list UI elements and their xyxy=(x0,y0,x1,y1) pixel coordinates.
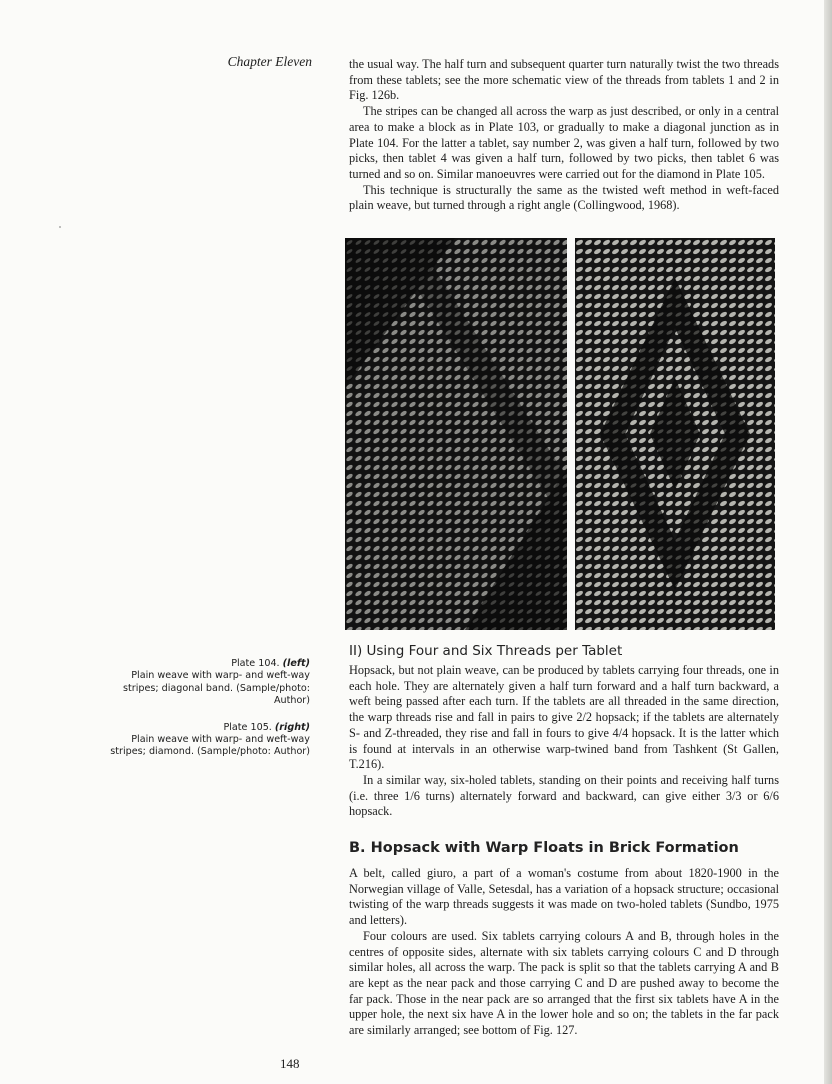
paragraph: Four colours are used. Six tablets carrying colours A and B, through holes in the centres of opposite sides, alternate with six tablets carrying colours C and D through similar holes, all across the warp. The pack is split so that the tablets carrying A and B are kept as the near pack and those carrying C and D are pushed away to become the far pack. Those in the near pack are so arranged that the first six tablets have A in the upper hole, the next six have A in the lower hole and so on; the tablets in the far pack are similarly arranged; see bottom of Fig. 127. xyxy=(349,928,779,1038)
paragraph: In a similar way, six-holed tablets, standing on their points and receiving half turns (i.e. three 1/6 turns) alternately forward and backward, can give either 3/3 or 6/6 hopsack. xyxy=(349,772,779,819)
paragraph: The stripes can be changed all across the warp as just described, or only in a central area to make a block as in Plate 103, or gradually to make a diagonal junction as in Plate 104. For the latter a tablet, say number 2, was given a half turn, followed by two picks, then tablet 4 was given a half turn, followed by two picks, then tablet 6 was turned and so on. Similar manoeuvres were carried out for the diamond in Plate 105. xyxy=(349,104,779,181)
running-head: Chapter Eleven xyxy=(227,54,312,69)
caption-plate-position: (left) xyxy=(282,658,310,669)
plate-105-photo xyxy=(575,238,775,630)
caption-text: Plain weave with warp- and weft-way stripes; diamond. (Sample/photo: Author) xyxy=(110,734,310,758)
section-heading-b: B. Hopsack with Warp Floats in Brick Formation xyxy=(349,840,739,856)
section-heading-ii: II) Using Four and Six Threads per Tablet xyxy=(349,643,623,659)
woven-band-diamond-image xyxy=(575,238,775,630)
section-ii-text xyxy=(349,663,779,820)
page-number: 148 xyxy=(280,1056,300,1071)
paragraph: A belt, called giuro, a part of a woman's costume from about 1820-1900 in the Norwegian village of Valle, Setesdal, has a variation of a hopsack structure; occasional twisting of the warp threads suggests it was made on two-holed tablets (Sundbo, 1975 and letters). xyxy=(349,866,779,928)
intro-text xyxy=(349,57,779,214)
caption-plate-104 xyxy=(110,658,310,708)
caption-text: Plain weave with warp- and weft-way stripes; diagonal band. (Sample/photo: Author) xyxy=(123,670,310,707)
paragraph: This technique is structurally the same as the twisted weft method in weft-faced plain weave, but turned through a right angle (Collingwood, 1968). xyxy=(349,182,779,213)
woven-band-diagonal-image xyxy=(345,238,567,630)
caption-plate-number: Plate 104. xyxy=(231,658,280,669)
plate-captions xyxy=(110,658,310,773)
paper-speck xyxy=(59,226,61,228)
section-b-text xyxy=(349,866,779,1039)
caption-plate-position: (right) xyxy=(274,721,310,733)
plate-104-photo xyxy=(345,238,567,630)
page-edge-shadow xyxy=(824,0,832,1084)
paragraph: Hopsack, but not plain weave, can be produced by tablets carrying four threads, one in each hole. They are alternately given a half turn forward and a half turn backward, a weft being passed after each turn. If the tablets are all threaded in the same direction, the warp threads rise and fall in pairs to give 2/2 hopsack; if the tablets are alternately S- and Z-threaded, they rise and fall in fours to give 4/4 hopsack. It is the latter which is found at intervals in an otherwise warp-twined band from Tashkent (St Gallen, T.216). xyxy=(349,663,779,772)
caption-plate-105 xyxy=(110,722,310,759)
paragraph: the usual way. The half turn and subsequent quarter turn naturally twist the two threads from these tablets; see the more schematic view of the threads from tablets 1 and 2 in Fig. 126b. xyxy=(349,57,779,103)
caption-plate-number: Plate 105. xyxy=(223,721,272,733)
